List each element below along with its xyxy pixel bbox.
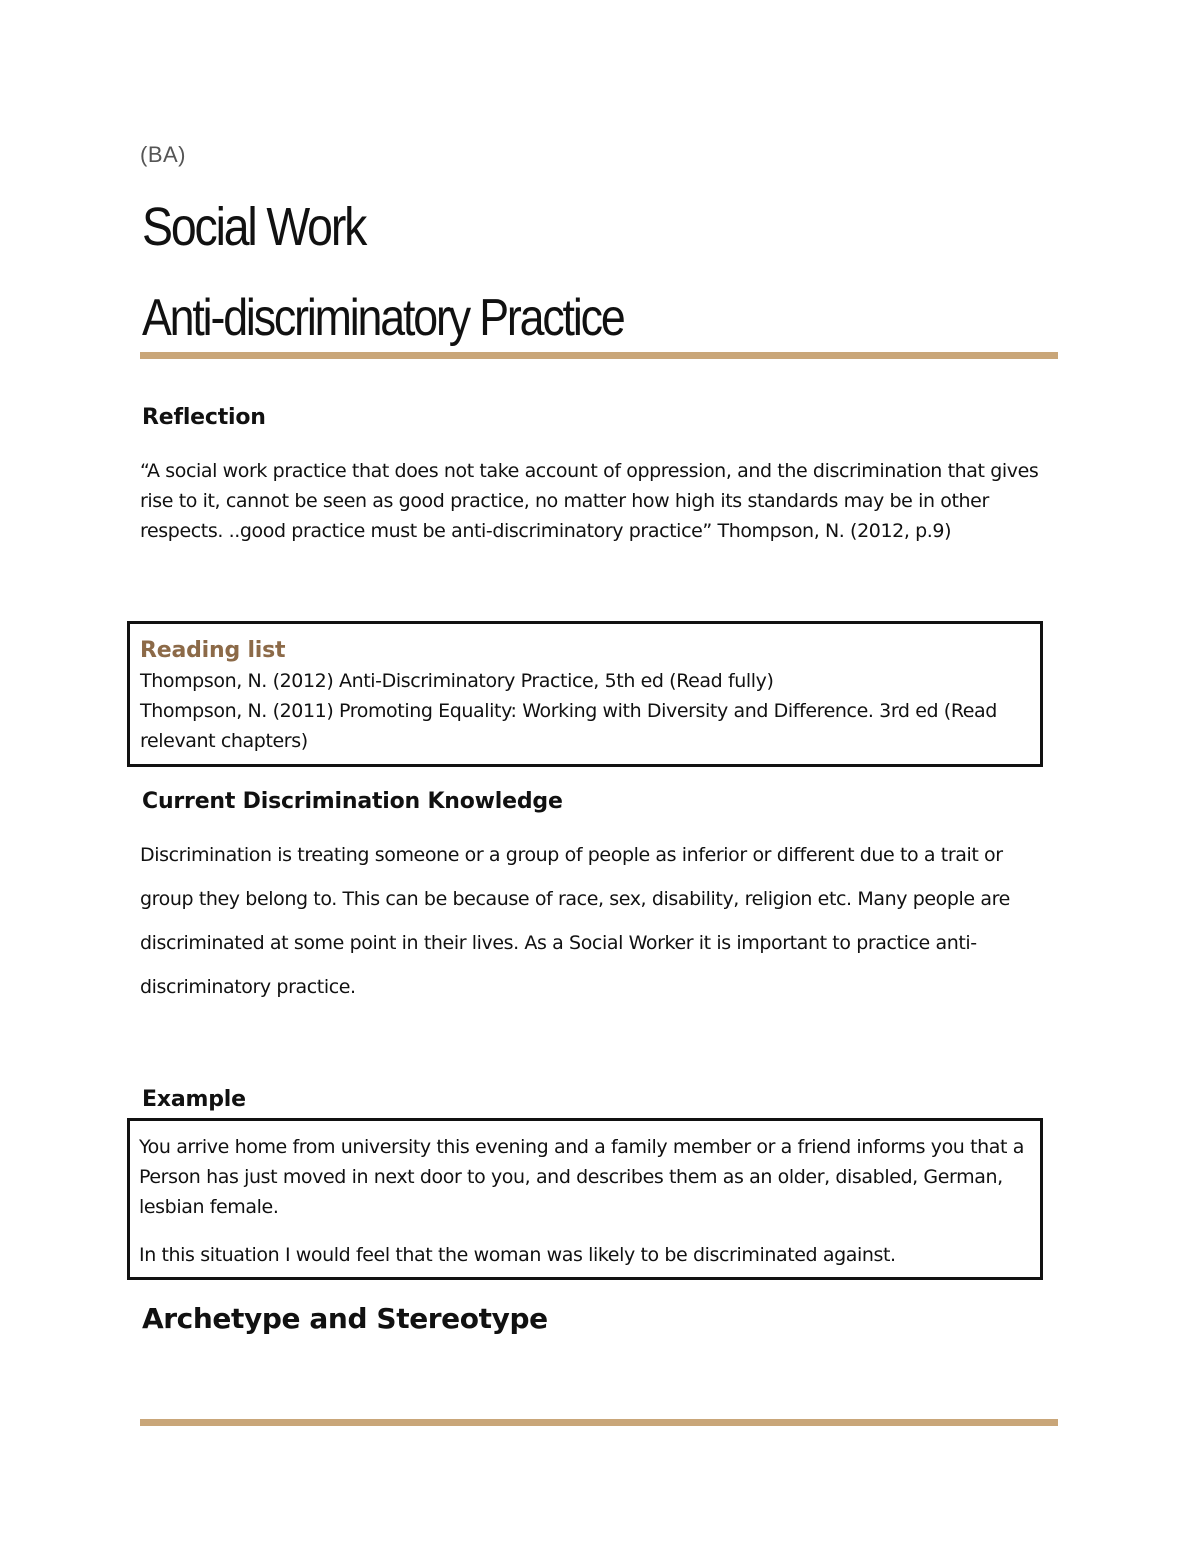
reading-list-box [127,621,1043,767]
reflection-quote: “A social work practice that does not take account of oppression, and the discrimination that gives rise to it, cannot be seen as good practice, no matter how high its standards may be in other respects. ..good practice must be anti-discriminatory practice” Thompson, N. (2012, p.9) [140,460,1039,542]
knowledge-heading: Current Discrimination Knowledge [142,789,563,814]
reflection-heading: Reflection [142,405,266,430]
reading-list-label: Reading list [140,638,286,663]
example-scenario: You arrive home from university this evening and a family member or a friend informs you that a Person has just moved in next door to you, and describes them as an older, disabled, German, lesbian female. [139,1136,1024,1218]
degree-tag: (BA) [140,142,186,167]
reading-list-item: Thompson, N. (2012) Anti-Discriminatory Practice, 5th ed (Read fully) [140,670,774,692]
knowledge-text: Discrimination is treating someone or a group of people as inferior or different due to a trait or group they belong to. This can be because of race, sex, disability, religion etc. Many people are discriminated at some point in their lives. As a Social Worker it is important to practice anti-discriminatory practice. [140,844,1010,998]
document-title: Social Work [142,197,366,257]
top-divider [140,352,1058,359]
example-response: In this situation I would feel that the woman was likely to be discriminated against. [139,1244,896,1266]
example-box [127,1118,1043,1280]
document-subtitle: Anti-discriminatory Practice [142,289,624,347]
reading-list-item: Thompson, N. (2011) Promoting Equality: Working with Diversity and Difference. 3rd ed (Read relevant chapters) [140,700,997,752]
archetype-heading: Archetype and Stereotype [142,1302,548,1335]
example-heading: Example [142,1087,246,1112]
bottom-divider [140,1419,1058,1426]
